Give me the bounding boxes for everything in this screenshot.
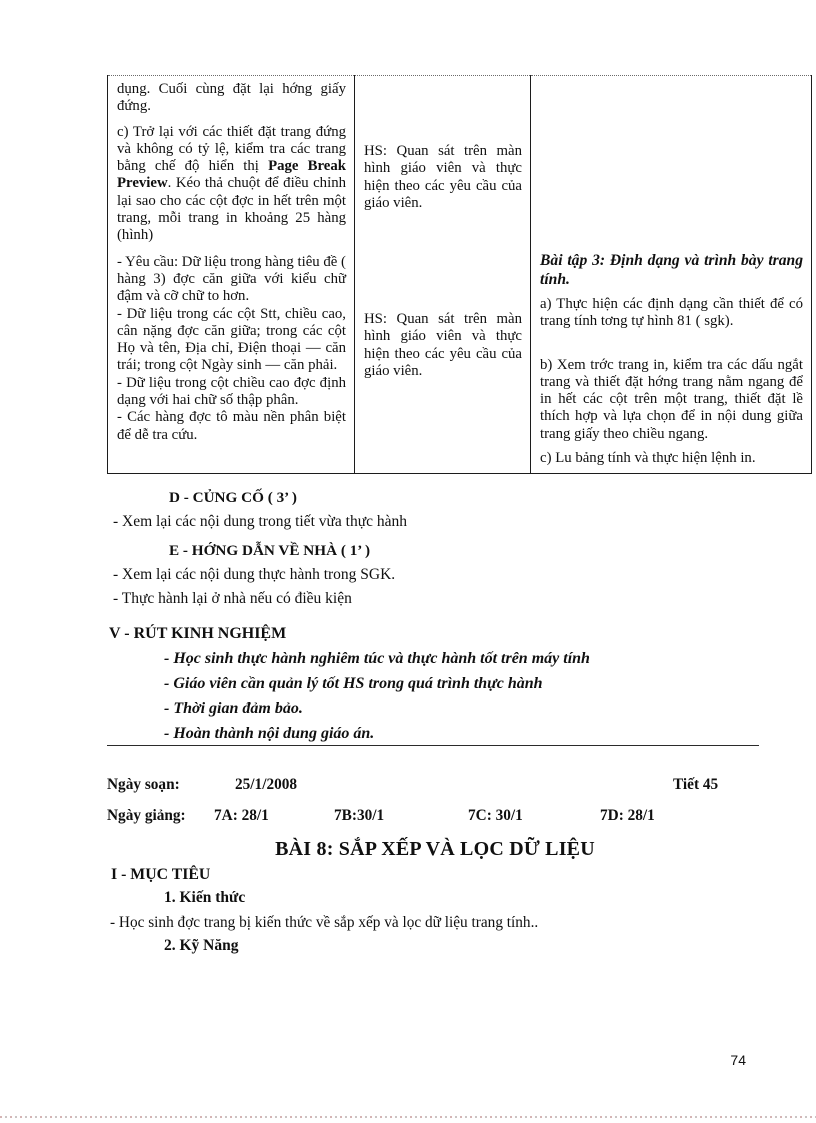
knowledge-body-text: - Học sinh đợc trang bị kiến thức về sắp xếp và lọc dữ liệu trang tính..	[110, 914, 539, 932]
class-7d-date: 7D: 28/1	[600, 807, 655, 825]
document-content	[107, 75, 803, 955]
section-i-heading: I - MỤC TIÊU	[111, 866, 211, 884]
table-cell-teacher-activities	[108, 76, 355, 474]
section-v-item: - Thời gian đảm bảo.	[164, 700, 303, 718]
lesson-activity-table	[107, 75, 812, 474]
class-7b-date: 7B:30/1	[334, 807, 385, 825]
section-e-item: - Xem lại các nội dung thực hành trong SGK.	[113, 566, 396, 584]
date-taught-label: Ngày giảng:	[107, 807, 186, 825]
table-cell-student-activities	[355, 76, 531, 474]
section-v-item: - Học sinh thực hành nghiêm túc và thực hành tốt trên máy tính	[164, 650, 590, 668]
section-d-item: - Xem lại các nội dung trong tiết vừa thực hành	[113, 513, 407, 531]
exercise-item-b: b) Xem trớc trang in, kiểm tra các dấu ngắt trang và thiết đặt hớng trang nằm ngang để in hết các cột trên một trang, thiết đặt lề thích hợp và lựa chọn để in nội dung giữa trang giấy theo chiều ngang.	[540, 356, 803, 442]
student-observation-1: HS: Quan sát trên màn hình giáo viên và thực hiện theo các yêu cầu của giáo viên.	[364, 143, 522, 211]
date-taught-row	[107, 807, 763, 825]
text-run: . Kéo thả chuột để điều chỉnh lại sao cho các cột đợc in hết trên một trang, mỗi trang in khoảng 25 hàng (hình)	[117, 175, 346, 244]
text-run-bold: Page Break Preview	[117, 158, 347, 192]
section-e-heading: E - HỚNG DẪN VỀ NHÀ ( 1’ )	[169, 542, 371, 560]
paragraph-requirement: - Yêu cầu: Dữ liệu trong hàng tiêu đề ( hàng 3) đợc căn giữa với kiểu chữ đậm và cỡ chữ to hơn.	[117, 253, 346, 305]
table-row	[108, 76, 812, 474]
page-bottom-edge-marker	[0, 1116, 816, 1118]
paragraph-item-c	[117, 124, 346, 245]
exercise-3-title: Bài tập 3: Định dạng và trình bày trang tính.	[540, 252, 803, 288]
class-7a-date: 7A: 28/1	[214, 807, 269, 825]
section-v-item: - Hoàn thành nội dung giáo án.	[164, 725, 375, 743]
date-prepared-label: Ngày soạn:	[107, 776, 180, 794]
paragraph-continuation: dụng. Cuối cùng đặt lại hớng giấy đứng.	[117, 81, 346, 115]
date-prepared-row	[107, 776, 763, 794]
section-v-heading: V - RÚT KINH NGHIỆM	[109, 625, 287, 643]
student-observation-2: HS: Quan sát trên màn hình giáo viên và thực hiện theo các yêu cầu của giáo viên.	[364, 311, 522, 380]
section-v-item: - Giáo viên cần quản lý tốt HS trong quá trình thực hành	[164, 675, 543, 693]
paragraph-requirement: - Các hàng đợc tô màu nền phân biệt để dễ tra cứu.	[117, 409, 346, 443]
paragraph-requirement: - Dữ liệu trong các cột Stt, chiều cao, cân nặng đợc căn giữa; trong các cột Họ và tên, Địa chỉ, Điện thoại — căn trái; trong cột Ngày sinh — căn phải.	[117, 305, 346, 374]
date-prepared-value: 25/1/2008	[235, 776, 298, 794]
period-number: Tiết 45	[673, 776, 719, 794]
paragraph-requirement: - Dữ liệu trong cột chiều cao đợc định dạng với hai chữ số thập phân.	[117, 374, 346, 409]
table-cell-exercise	[531, 76, 812, 474]
horizontal-rule	[107, 745, 759, 746]
page-number: 74	[730, 1052, 746, 1068]
lesson-title: BÀI 8: SẮP XẾP VÀ LỌC DỮ LIỆU	[275, 838, 595, 861]
subsection-skills-heading: 2. Kỹ Năng	[164, 937, 239, 955]
section-e-item: - Thực hành lại ở nhà nếu có điều kiện	[113, 590, 352, 608]
exercise-item-c: c) Lu bảng tính và thực hiện lệnh in.	[540, 450, 756, 467]
exercise-item-a: a) Thực hiện các định dạng cần thiết để có trang tính tơng tự hình 81 ( sgk).	[540, 296, 803, 330]
text-run: c) Trở lại với các thiết đặt trang đứng và không có tỷ lệ, kiểm tra các trang bằng chế độ hiển thị	[117, 123, 346, 175]
section-d-heading: D - CỦNG CỐ ( 3’ )	[169, 489, 297, 507]
subsection-knowledge-heading: 1. Kiến thức	[164, 889, 246, 907]
class-7c-date: 7C: 30/1	[468, 807, 523, 825]
